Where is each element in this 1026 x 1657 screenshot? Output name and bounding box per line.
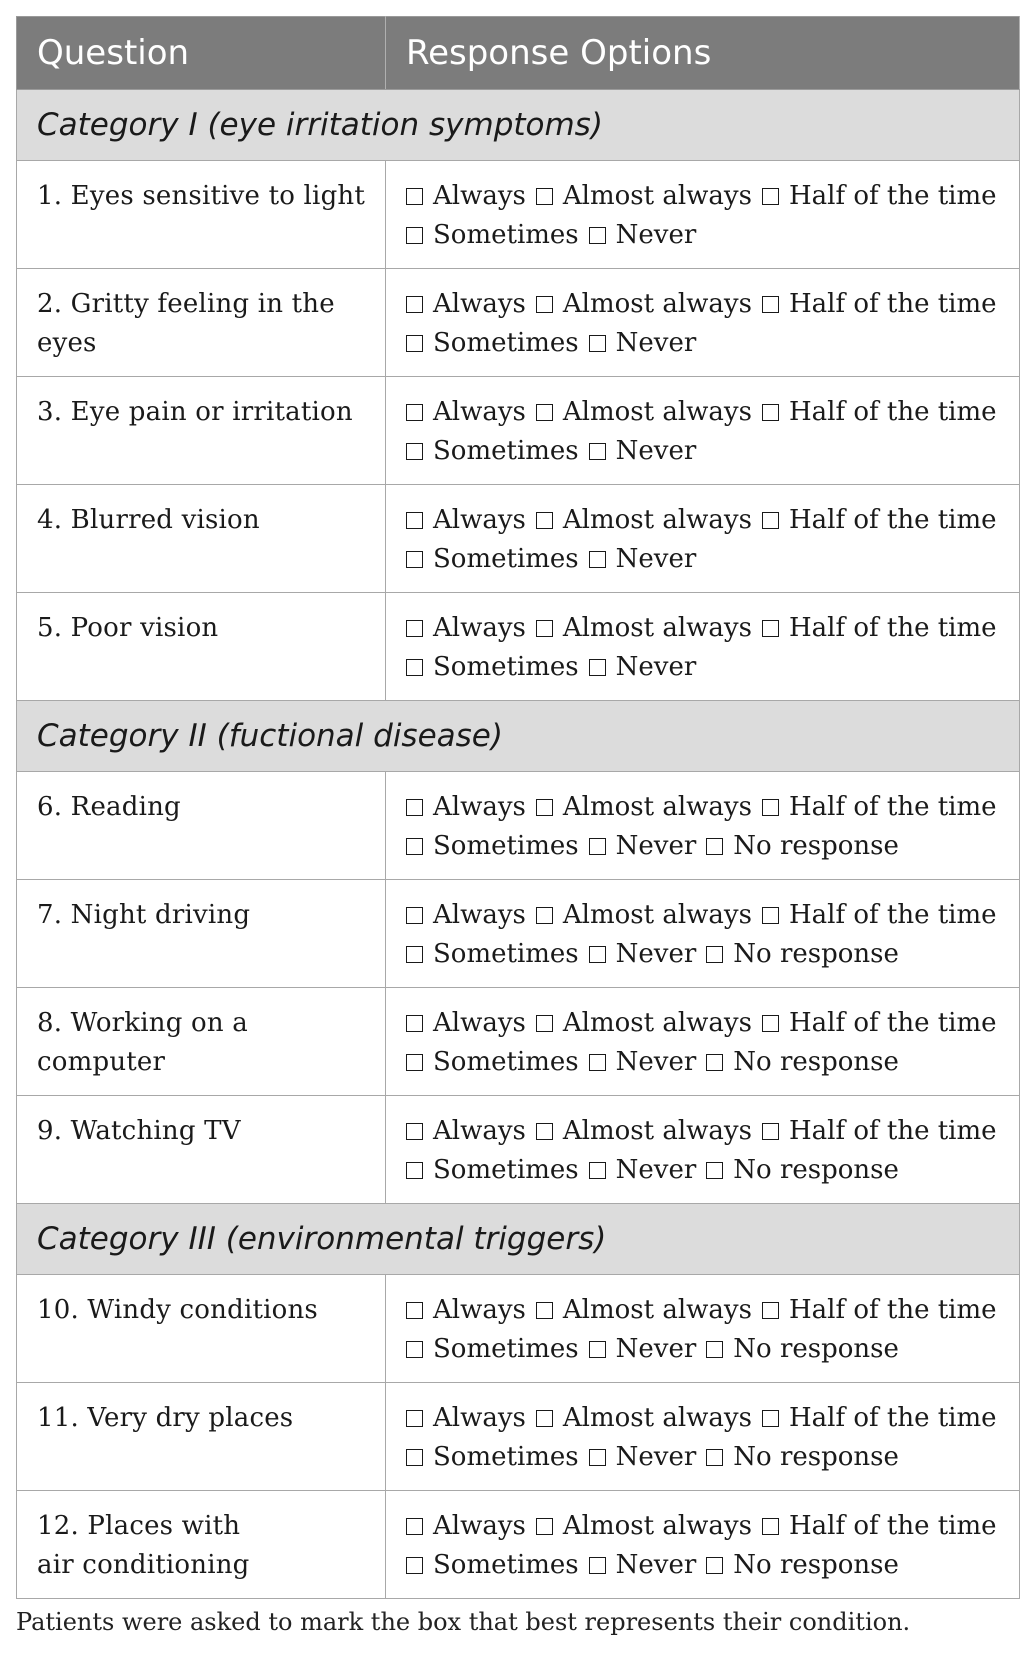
response-option[interactable] — [536, 1008, 762, 1038]
header-question: Question — [17, 17, 386, 90]
table-footnote: Patients were asked to mark the box that best represents their condition. — [16, 1608, 911, 1636]
response-option[interactable] — [762, 1403, 1007, 1433]
question-cell — [17, 1383, 386, 1491]
checkbox-icon[interactable] — [406, 1054, 423, 1071]
checkbox-icon[interactable] — [589, 1341, 606, 1358]
checkbox-icon[interactable] — [406, 1449, 423, 1466]
response-option-label: Almost always — [562, 792, 752, 822]
checkbox-icon[interactable] — [406, 188, 423, 205]
checkbox-icon[interactable] — [536, 907, 553, 924]
question-cell — [17, 485, 386, 593]
question-text: 5. Poor vision — [37, 613, 219, 643]
checkbox-icon[interactable] — [706, 1557, 723, 1574]
response-options-cell — [386, 269, 1020, 377]
response-option-label: Never — [615, 1442, 697, 1472]
table-row — [17, 161, 1020, 269]
response-options-line — [406, 609, 999, 648]
response-option[interactable] — [762, 900, 1007, 930]
question-cell — [17, 988, 386, 1096]
response-options-line — [406, 1546, 999, 1585]
response-option[interactable] — [589, 436, 707, 466]
response-option-label: Never — [615, 831, 697, 861]
response-option[interactable] — [536, 289, 762, 319]
response-option[interactable] — [762, 613, 1007, 643]
response-option-label: Always — [433, 289, 526, 319]
response-option[interactable] — [406, 328, 589, 358]
response-option[interactable] — [536, 1403, 762, 1433]
response-option-label: Half of the time — [788, 289, 997, 319]
response-option-label: Half of the time — [788, 1295, 997, 1325]
checkbox-icon[interactable] — [406, 443, 423, 460]
response-option[interactable] — [762, 1511, 1007, 1541]
checkbox-icon[interactable] — [762, 1302, 779, 1319]
response-option-label: Always — [433, 613, 526, 643]
question-text: 8. Working on a computer — [37, 1008, 248, 1077]
response-option-label: Always — [433, 900, 526, 930]
response-option[interactable] — [536, 1511, 762, 1541]
response-option[interactable] — [706, 1334, 909, 1364]
table-row — [17, 988, 1020, 1096]
question-text: 6. Reading — [37, 792, 181, 822]
response-option[interactable] — [706, 1047, 909, 1077]
response-option[interactable] — [406, 1334, 589, 1364]
checkbox-icon[interactable] — [536, 1302, 553, 1319]
response-option-label: Half of the time — [788, 613, 997, 643]
response-options-cell — [386, 880, 1020, 988]
response-options-line — [406, 324, 999, 363]
response-option[interactable] — [406, 900, 536, 930]
question-text-line: 12. Places with — [37, 1511, 241, 1541]
checkbox-icon[interactable] — [762, 1015, 779, 1032]
response-option[interactable] — [706, 939, 909, 969]
response-options-line — [406, 540, 999, 579]
response-option[interactable] — [589, 220, 707, 250]
checkbox-icon[interactable] — [589, 1557, 606, 1574]
response-option-label: Never — [615, 939, 697, 969]
table-row — [17, 880, 1020, 988]
response-option-label: Almost always — [562, 397, 752, 427]
response-options-line — [406, 935, 999, 974]
response-option[interactable] — [406, 181, 536, 211]
response-option-label: Sometimes — [433, 328, 579, 358]
table-row — [17, 1096, 1020, 1204]
response-option-label: Never — [615, 1155, 697, 1185]
response-options-line — [406, 1151, 999, 1190]
response-options-cell — [386, 1275, 1020, 1383]
response-options-line — [406, 788, 999, 827]
response-option[interactable] — [762, 1295, 1007, 1325]
checkbox-icon[interactable] — [406, 838, 423, 855]
response-options-cell — [386, 988, 1020, 1096]
response-option[interactable] — [406, 505, 536, 535]
checkbox-icon[interactable] — [536, 1410, 553, 1427]
table-row — [17, 1491, 1020, 1599]
response-option[interactable] — [762, 1116, 1007, 1146]
checkbox-icon[interactable] — [706, 838, 723, 855]
response-option-label: Always — [433, 792, 526, 822]
response-option-label: Half of the time — [788, 1403, 997, 1433]
response-options-line — [406, 1043, 999, 1082]
response-option[interactable] — [406, 939, 589, 969]
response-option-label: Always — [433, 1116, 526, 1146]
response-option[interactable] — [706, 1155, 909, 1185]
response-option[interactable] — [762, 505, 1007, 535]
response-option-label: Half of the time — [788, 792, 997, 822]
response-options-line — [406, 1438, 999, 1477]
response-option-label: Almost always — [562, 613, 752, 643]
checkbox-icon[interactable] — [589, 443, 606, 460]
response-option-label: Half of the time — [788, 1116, 997, 1146]
response-options-line — [406, 285, 999, 324]
checkbox-icon[interactable] — [762, 404, 779, 421]
response-option[interactable] — [536, 1116, 762, 1146]
response-options-line — [406, 1291, 999, 1330]
response-options-cell — [386, 1383, 1020, 1491]
question-text: 3. Eye pain or irritation — [37, 397, 353, 427]
response-option[interactable] — [406, 1008, 536, 1038]
question-cell — [17, 161, 386, 269]
response-option[interactable] — [706, 831, 909, 861]
question-cell — [17, 880, 386, 988]
table-row — [17, 377, 1020, 485]
response-option[interactable] — [706, 1442, 909, 1472]
checkbox-icon[interactable] — [589, 659, 606, 676]
response-option[interactable] — [406, 397, 536, 427]
checkbox-icon[interactable] — [762, 188, 779, 205]
response-option[interactable] — [589, 1334, 707, 1364]
checkbox-icon[interactable] — [589, 227, 606, 244]
question-cell — [17, 269, 386, 377]
response-option[interactable] — [406, 652, 589, 682]
response-option-label: Always — [433, 1403, 526, 1433]
response-option[interactable] — [406, 1295, 536, 1325]
response-option[interactable] — [536, 1295, 762, 1325]
response-option[interactable] — [536, 505, 762, 535]
response-option-label: No response — [733, 1550, 899, 1580]
response-option-label: Sometimes — [433, 436, 579, 466]
checkbox-icon[interactable] — [762, 799, 779, 816]
checkbox-icon[interactable] — [706, 946, 723, 963]
checkbox-icon[interactable] — [406, 1015, 423, 1032]
response-option[interactable] — [536, 613, 762, 643]
checkbox-icon[interactable] — [589, 946, 606, 963]
response-option[interactable] — [406, 792, 536, 822]
response-option-label: Almost always — [562, 1511, 752, 1541]
response-option-label: Almost always — [562, 289, 752, 319]
checkbox-icon[interactable] — [406, 1302, 423, 1319]
response-options-cell — [386, 1491, 1020, 1599]
response-option-label: Always — [433, 505, 526, 535]
checkbox-icon[interactable] — [406, 620, 423, 637]
checkbox-icon[interactable] — [406, 907, 423, 924]
question-cell — [17, 377, 386, 485]
checkbox-icon[interactable] — [406, 1410, 423, 1427]
response-option-label: Always — [433, 1295, 526, 1325]
response-option-label: Sometimes — [433, 544, 579, 574]
checkbox-icon[interactable] — [762, 1518, 779, 1535]
question-text-line: air conditioning — [37, 1550, 250, 1580]
question-cell — [17, 1491, 386, 1599]
category-row — [17, 1204, 1020, 1275]
response-option-label: Almost always — [562, 1116, 752, 1146]
category-row — [17, 90, 1020, 161]
response-option[interactable] — [589, 1047, 707, 1077]
table-row — [17, 772, 1020, 880]
response-option-label: Never — [615, 436, 697, 466]
response-options-cell — [386, 1096, 1020, 1204]
response-option-label: Almost always — [562, 1403, 752, 1433]
response-option-label: Half of the time — [788, 397, 997, 427]
checkbox-icon[interactable] — [536, 296, 553, 313]
response-option-label: Never — [615, 1047, 697, 1077]
response-option[interactable] — [536, 792, 762, 822]
response-option-label: Sometimes — [433, 1047, 579, 1077]
response-option-label: Sometimes — [433, 1442, 579, 1472]
category-title: Category II (fuctional disease) — [17, 701, 1020, 772]
response-option-label: No response — [733, 939, 899, 969]
checkbox-icon[interactable] — [706, 1449, 723, 1466]
checkbox-icon[interactable] — [706, 1054, 723, 1071]
table-header-row — [17, 17, 1020, 90]
question-text: 10. Windy conditions — [37, 1295, 318, 1325]
checkbox-icon[interactable] — [706, 1341, 723, 1358]
response-option[interactable] — [406, 436, 589, 466]
response-options-line — [406, 1507, 999, 1546]
checkbox-icon[interactable] — [589, 1162, 606, 1179]
checkbox-icon[interactable] — [406, 512, 423, 529]
response-options-line — [406, 216, 999, 255]
response-option[interactable] — [589, 1442, 707, 1472]
checkbox-icon[interactable] — [536, 799, 553, 816]
response-option-label: Sometimes — [433, 652, 579, 682]
response-option[interactable] — [762, 397, 1007, 427]
checkbox-icon[interactable] — [406, 1557, 423, 1574]
response-option-label: Sometimes — [433, 831, 579, 861]
response-option[interactable] — [589, 544, 707, 574]
checkbox-icon[interactable] — [536, 1123, 553, 1140]
response-option-label: Always — [433, 1511, 526, 1541]
checkbox-icon[interactable] — [406, 227, 423, 244]
response-option[interactable] — [406, 1155, 589, 1185]
checkbox-icon[interactable] — [762, 512, 779, 529]
response-option-label: Sometimes — [433, 220, 579, 250]
response-option-label: Always — [433, 1008, 526, 1038]
checkbox-icon[interactable] — [536, 1015, 553, 1032]
checkbox-icon[interactable] — [406, 799, 423, 816]
response-option-label: Never — [615, 220, 697, 250]
checkbox-icon[interactable] — [406, 335, 423, 352]
response-options-cell — [386, 161, 1020, 269]
checkbox-icon[interactable] — [406, 551, 423, 568]
checkbox-icon[interactable] — [589, 1054, 606, 1071]
response-options-line — [406, 648, 999, 687]
response-option[interactable] — [406, 613, 536, 643]
question-text: 11. Very dry places — [37, 1403, 294, 1433]
response-option-label: Never — [615, 1334, 697, 1364]
checkbox-icon[interactable] — [406, 1518, 423, 1535]
response-option[interactable] — [406, 1403, 536, 1433]
response-option-label: Never — [615, 544, 697, 574]
table-row — [17, 1275, 1020, 1383]
category-title: Category III (environmental triggers) — [17, 1204, 1020, 1275]
response-option[interactable] — [589, 1155, 707, 1185]
response-option-label: Sometimes — [433, 939, 579, 969]
response-option[interactable] — [406, 1442, 589, 1472]
checkbox-icon[interactable] — [406, 1341, 423, 1358]
table-row — [17, 1383, 1020, 1491]
response-option[interactable] — [406, 544, 589, 574]
response-option[interactable] — [762, 792, 1007, 822]
response-option[interactable] — [589, 652, 707, 682]
question-cell — [17, 772, 386, 880]
checkbox-icon[interactable] — [589, 551, 606, 568]
checkbox-icon[interactable] — [406, 296, 423, 313]
response-options-line — [406, 432, 999, 471]
response-option-label: No response — [733, 831, 899, 861]
checkbox-icon[interactable] — [536, 404, 553, 421]
response-option-label: Almost always — [562, 181, 752, 211]
category-row — [17, 701, 1020, 772]
response-option-label: Almost always — [562, 900, 752, 930]
response-options-line — [406, 393, 999, 432]
checkbox-icon[interactable] — [536, 188, 553, 205]
response-option-label: Half of the time — [788, 181, 997, 211]
question-cell — [17, 593, 386, 701]
checkbox-icon[interactable] — [706, 1162, 723, 1179]
response-options-line — [406, 177, 999, 216]
header-response-options: Response Options — [386, 17, 1020, 90]
checkbox-icon[interactable] — [762, 1410, 779, 1427]
question-text: 7. Night driving — [37, 900, 251, 930]
response-option-label: Almost always — [562, 1295, 752, 1325]
question-text: 2. Gritty feeling in the eyes — [37, 289, 335, 358]
response-option-label: Sometimes — [433, 1550, 579, 1580]
question-cell — [17, 1275, 386, 1383]
response-options-line — [406, 896, 999, 935]
response-option-label: No response — [733, 1047, 899, 1077]
response-option[interactable] — [762, 181, 1007, 211]
response-option-label: No response — [733, 1442, 899, 1472]
response-option[interactable] — [406, 1116, 536, 1146]
checkbox-icon[interactable] — [406, 1123, 423, 1140]
question-text: 4. Blurred vision — [37, 505, 260, 535]
response-option-label: Almost always — [562, 505, 752, 535]
questionnaire-table-container — [16, 16, 1019, 1599]
checkbox-icon[interactable] — [536, 620, 553, 637]
checkbox-icon[interactable] — [762, 1123, 779, 1140]
response-option-label: Half of the time — [788, 1008, 997, 1038]
table-row — [17, 485, 1020, 593]
response-option-label: Never — [615, 328, 697, 358]
response-option-label: No response — [733, 1334, 899, 1364]
response-option-label: Sometimes — [433, 1155, 579, 1185]
checkbox-icon[interactable] — [589, 335, 606, 352]
response-option-label: Never — [615, 652, 697, 682]
response-option[interactable] — [406, 1511, 536, 1541]
checkbox-icon[interactable] — [762, 620, 779, 637]
checkbox-icon[interactable] — [589, 1449, 606, 1466]
question-text: 1. Eyes sensitive to light — [37, 181, 366, 211]
category-title: Category I (eye irritation symptoms) — [17, 90, 1020, 161]
checkbox-icon[interactable] — [406, 404, 423, 421]
response-option[interactable] — [762, 289, 1007, 319]
response-options-cell — [386, 593, 1020, 701]
response-option-label: Sometimes — [433, 1334, 579, 1364]
table-body — [17, 90, 1020, 1599]
table-row — [17, 269, 1020, 377]
response-option[interactable] — [589, 939, 707, 969]
checkbox-icon[interactable] — [406, 946, 423, 963]
response-option[interactable] — [589, 831, 707, 861]
question-cell — [17, 1096, 386, 1204]
question-text: 9. Watching TV — [37, 1116, 241, 1146]
response-options-cell — [386, 485, 1020, 593]
response-option[interactable] — [406, 1047, 589, 1077]
response-options-line — [406, 1004, 999, 1043]
checkbox-icon[interactable] — [762, 907, 779, 924]
response-options-line — [406, 1399, 999, 1438]
questionnaire-table — [16, 16, 1020, 1599]
response-option-label: Always — [433, 181, 526, 211]
response-options-cell — [386, 772, 1020, 880]
response-options-line — [406, 501, 999, 540]
response-option-label: Half of the time — [788, 900, 997, 930]
response-option[interactable] — [706, 1550, 909, 1580]
response-option-label: Half of the time — [788, 505, 997, 535]
response-option-label: No response — [733, 1155, 899, 1185]
checkbox-icon[interactable] — [536, 1518, 553, 1535]
response-option[interactable] — [406, 220, 589, 250]
response-options-line — [406, 1330, 999, 1369]
response-option[interactable] — [406, 289, 536, 319]
table-row — [17, 593, 1020, 701]
checkbox-icon[interactable] — [406, 659, 423, 676]
response-option[interactable] — [536, 397, 762, 427]
response-option[interactable] — [406, 1550, 589, 1580]
response-option-label: Never — [615, 1550, 697, 1580]
response-option[interactable] — [536, 181, 762, 211]
response-option[interactable] — [536, 900, 762, 930]
response-option[interactable] — [406, 831, 589, 861]
response-options-cell — [386, 377, 1020, 485]
response-option[interactable] — [589, 1550, 707, 1580]
response-options-line — [406, 1112, 999, 1151]
checkbox-icon[interactable] — [762, 296, 779, 313]
response-option[interactable] — [589, 328, 707, 358]
checkbox-icon[interactable] — [406, 1162, 423, 1179]
response-option[interactable] — [762, 1008, 1007, 1038]
response-option-label: Almost always — [562, 1008, 752, 1038]
response-option-label: Always — [433, 397, 526, 427]
checkbox-icon[interactable] — [536, 512, 553, 529]
response-options-line — [406, 827, 999, 866]
checkbox-icon[interactable] — [589, 838, 606, 855]
response-option-label: Half of the time — [788, 1511, 997, 1541]
